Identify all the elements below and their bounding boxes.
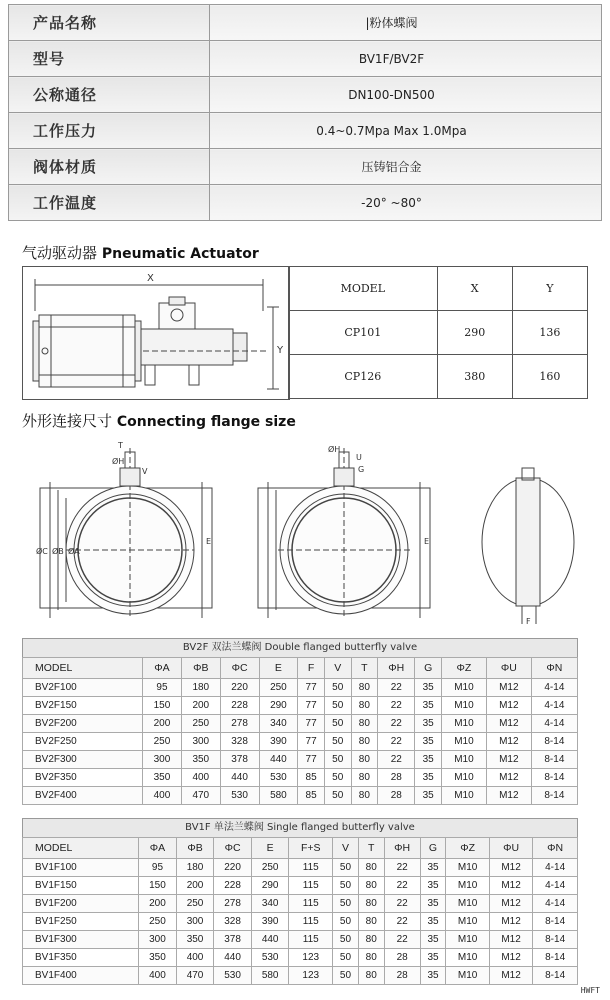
- value-cell: 378: [214, 931, 252, 949]
- value-cell: 28: [378, 787, 415, 805]
- value-cell: 77: [298, 715, 325, 733]
- value-cell: 50: [333, 967, 359, 985]
- actuator-cell: CP126: [289, 355, 438, 399]
- value-cell: 115: [289, 913, 333, 931]
- value-cell: 8-14: [531, 751, 577, 769]
- value-cell: 400: [176, 949, 214, 967]
- value-cell: 300: [143, 751, 182, 769]
- value-cell: 22: [384, 877, 420, 895]
- model-cell: BV1F250: [23, 913, 139, 931]
- value-cell: 220: [220, 679, 259, 697]
- model-cell: BV1F100: [23, 859, 139, 877]
- value-cell: 440: [214, 949, 252, 967]
- value-cell: 50: [324, 679, 351, 697]
- bv1f-header-cell: E: [251, 838, 289, 859]
- value-cell: 290: [259, 697, 298, 715]
- spec-row: [9, 77, 602, 113]
- model-cell: BV2F100: [23, 679, 143, 697]
- bv2f-header-cell: ΦB: [181, 658, 220, 679]
- actuator-drawing: [22, 266, 290, 400]
- value-cell: 440: [259, 751, 298, 769]
- value-cell: 378: [220, 751, 259, 769]
- model-cell: BV1F150: [23, 877, 139, 895]
- value-cell: 350: [143, 769, 182, 787]
- model-cell: BV1F200: [23, 895, 139, 913]
- table-row: [23, 679, 578, 697]
- table-row: [23, 715, 578, 733]
- value-cell: 115: [289, 877, 333, 895]
- spec-value-cell: [210, 185, 602, 221]
- value-cell: 80: [351, 769, 378, 787]
- value-cell: 77: [298, 697, 325, 715]
- value-cell: 80: [358, 949, 384, 967]
- value-cell: 50: [333, 859, 359, 877]
- value-cell: M12: [486, 679, 531, 697]
- spec-value: DN100-DN500: [348, 87, 435, 102]
- value-cell: 80: [351, 679, 378, 697]
- value-cell: M12: [489, 931, 532, 949]
- bv2f-header-cell: ΦN: [531, 658, 577, 679]
- value-cell: 440: [220, 769, 259, 787]
- value-cell: 350: [181, 751, 220, 769]
- value-cell: 580: [251, 967, 289, 985]
- value-cell: 8-14: [533, 913, 578, 931]
- value-cell: 35: [420, 949, 446, 967]
- actuator-model-table: [288, 266, 588, 399]
- model-cell: BV1F300: [23, 931, 139, 949]
- value-cell: M10: [446, 877, 489, 895]
- label-phi-a: ØA: [68, 547, 80, 556]
- value-cell: 200: [139, 895, 177, 913]
- table-row: [23, 949, 578, 967]
- value-cell: 340: [251, 895, 289, 913]
- bv1f-header-cell: ΦZ: [446, 838, 489, 859]
- bv1f-header-cell: T: [358, 838, 384, 859]
- actuator-header-cell: X: [437, 267, 512, 311]
- spec-label: 工作压力: [9, 113, 210, 149]
- bv2f-header-cell: MODEL: [23, 658, 143, 679]
- actuator-row: [289, 355, 588, 399]
- bv1f-header-cell: MODEL: [23, 838, 139, 859]
- table-row: [23, 877, 578, 895]
- value-cell: 50: [333, 877, 359, 895]
- bv2f-header-cell: V: [324, 658, 351, 679]
- value-cell: 35: [415, 697, 442, 715]
- actuator-drawing-svg: [23, 267, 289, 399]
- spec-label: 公称通径: [9, 77, 210, 113]
- spec-label: 产品名称: [9, 5, 210, 41]
- value-cell: 35: [415, 733, 442, 751]
- value-cell: 80: [358, 931, 384, 949]
- value-cell: 35: [415, 787, 442, 805]
- spec-label: 型号: [9, 41, 210, 77]
- model-cell: BV2F350: [23, 769, 143, 787]
- value-cell: 80: [351, 697, 378, 715]
- label-v: V: [142, 467, 148, 476]
- value-cell: 115: [289, 931, 333, 949]
- value-cell: 22: [378, 733, 415, 751]
- value-cell: 180: [181, 679, 220, 697]
- actuator-cell: CP101: [289, 311, 438, 355]
- value-cell: 35: [420, 859, 446, 877]
- value-cell: 150: [143, 697, 182, 715]
- spec-label: 阀体材质: [9, 149, 210, 185]
- value-cell: 8-14: [531, 769, 577, 787]
- spec-value-cell: [210, 5, 602, 41]
- bv1f-table: [22, 837, 578, 985]
- bv2f-table: [22, 657, 578, 805]
- dim-y-label: Y: [277, 345, 284, 356]
- value-cell: M12: [489, 877, 532, 895]
- value-cell: 123: [289, 967, 333, 985]
- flange-section-title: [22, 410, 296, 431]
- label-phi-h-mid: ØH: [328, 445, 341, 454]
- value-cell: 300: [176, 913, 214, 931]
- label-phi-c: ØC: [36, 547, 48, 556]
- value-cell: M12: [486, 715, 531, 733]
- value-cell: 4-14: [533, 877, 578, 895]
- bv2f-header-cell: ΦZ: [441, 658, 486, 679]
- value-cell: 35: [420, 877, 446, 895]
- value-cell: M10: [441, 769, 486, 787]
- value-cell: M10: [441, 715, 486, 733]
- value-cell: 77: [298, 679, 325, 697]
- bv2f-header-cell: ΦA: [143, 658, 182, 679]
- spec-row: [9, 41, 602, 77]
- value-cell: M10: [446, 967, 489, 985]
- value-cell: 200: [176, 877, 214, 895]
- value-cell: 200: [143, 715, 182, 733]
- value-cell: 35: [415, 769, 442, 787]
- value-cell: 328: [214, 913, 252, 931]
- flange-title-en: Connecting flange size: [116, 414, 296, 430]
- bv1f-table-block: [22, 818, 578, 985]
- value-cell: 80: [358, 895, 384, 913]
- value-cell: M10: [446, 931, 489, 949]
- flange-drawings: [22, 438, 588, 628]
- value-cell: 278: [214, 895, 252, 913]
- label-f: F: [526, 617, 531, 626]
- value-cell: 278: [220, 715, 259, 733]
- value-cell: M12: [486, 787, 531, 805]
- actuator-cell: 160: [512, 355, 587, 399]
- bv2f-header-cell: G: [415, 658, 442, 679]
- value-cell: 80: [351, 733, 378, 751]
- value-cell: M10: [441, 787, 486, 805]
- value-cell: 250: [176, 895, 214, 913]
- bv1f-header-cell: F+S: [289, 838, 333, 859]
- bv1f-header-cell: ΦC: [214, 838, 252, 859]
- spec-value-cell: [210, 77, 602, 113]
- value-cell: 50: [333, 895, 359, 913]
- value-cell: 50: [324, 715, 351, 733]
- bv1f-header-cell: V: [333, 838, 359, 859]
- flange-title-cn: 外形连接尺寸: [22, 412, 113, 430]
- spec-value-cell: [210, 41, 602, 77]
- spec-value: BV1F/BV2F: [358, 51, 425, 66]
- value-cell: 22: [378, 697, 415, 715]
- label-e-left: E: [206, 537, 212, 546]
- value-cell: 300: [139, 931, 177, 949]
- model-cell: BV2F400: [23, 787, 143, 805]
- value-cell: 530: [214, 967, 252, 985]
- bv2f-header-cell: F: [298, 658, 325, 679]
- value-cell: 28: [384, 967, 420, 985]
- spec-value-cell: [210, 149, 602, 185]
- actuator-header-cell: MODEL: [289, 267, 438, 311]
- value-cell: 4-14: [531, 715, 577, 733]
- bv1f-header-cell: ΦA: [139, 838, 177, 859]
- value-cell: M10: [446, 913, 489, 931]
- value-cell: 228: [214, 877, 252, 895]
- value-cell: 80: [351, 751, 378, 769]
- value-cell: 350: [176, 931, 214, 949]
- value-cell: 22: [378, 715, 415, 733]
- spec-value: -20° ~80°: [361, 195, 422, 210]
- value-cell: 228: [220, 697, 259, 715]
- value-cell: 80: [351, 787, 378, 805]
- value-cell: 50: [324, 769, 351, 787]
- value-cell: 4-14: [531, 679, 577, 697]
- table-row: [23, 769, 578, 787]
- value-cell: 580: [259, 787, 298, 805]
- table-row: [23, 859, 578, 877]
- bv2f-header-cell: ΦC: [220, 658, 259, 679]
- actuator-section-title: [22, 242, 259, 263]
- bv2f-table-block: [22, 638, 578, 805]
- value-cell: M12: [489, 859, 532, 877]
- value-cell: 8-14: [531, 733, 577, 751]
- actuator-row: [289, 311, 588, 355]
- value-cell: 350: [139, 949, 177, 967]
- spec-table: [8, 4, 602, 221]
- value-cell: 50: [333, 949, 359, 967]
- value-cell: M12: [489, 895, 532, 913]
- value-cell: 8-14: [533, 949, 578, 967]
- actuator-cell: 290: [437, 311, 512, 355]
- value-cell: 22: [384, 913, 420, 931]
- value-cell: 115: [289, 895, 333, 913]
- model-cell: BV2F300: [23, 751, 143, 769]
- spec-row: [9, 5, 602, 41]
- value-cell: M12: [486, 769, 531, 787]
- actuator-title-cn: 气动驱动器: [22, 244, 98, 262]
- value-cell: 85: [298, 769, 325, 787]
- value-cell: 200: [181, 697, 220, 715]
- value-cell: 115: [289, 859, 333, 877]
- label-phi-b: ØB: [52, 547, 64, 556]
- value-cell: 28: [384, 949, 420, 967]
- value-cell: 80: [351, 715, 378, 733]
- value-cell: 35: [420, 931, 446, 949]
- value-cell: 50: [333, 931, 359, 949]
- spec-row: [9, 185, 602, 221]
- label-t: T: [118, 441, 123, 450]
- label-phi-h-left: ØH: [112, 457, 125, 466]
- value-cell: 4-14: [533, 895, 578, 913]
- value-cell: 400: [143, 787, 182, 805]
- value-cell: 80: [358, 877, 384, 895]
- value-cell: 22: [384, 931, 420, 949]
- value-cell: 77: [298, 751, 325, 769]
- value-cell: 530: [220, 787, 259, 805]
- value-cell: 85: [298, 787, 325, 805]
- value-cell: M12: [489, 913, 532, 931]
- value-cell: 50: [324, 751, 351, 769]
- value-cell: 4-14: [533, 859, 578, 877]
- bv2f-caption: BV2F 双法兰蝶阀 Double flanged butterfly valve: [22, 638, 578, 657]
- model-cell: BV2F200: [23, 715, 143, 733]
- value-cell: 80: [358, 967, 384, 985]
- value-cell: M12: [486, 751, 531, 769]
- dim-x-label: X: [147, 273, 154, 284]
- bv2f-header-cell: E: [259, 658, 298, 679]
- value-cell: 390: [251, 913, 289, 931]
- flange-drawings-svg: [22, 438, 588, 628]
- watermark: HWFT: [580, 986, 600, 995]
- bv1f-caption: BV1F 单法兰蝶阀 Single flanged butterfly valve: [22, 818, 578, 837]
- spec-value: 0.4~0.7Mpa Max 1.0Mpa: [316, 123, 467, 138]
- value-cell: 400: [181, 769, 220, 787]
- value-cell: 80: [358, 859, 384, 877]
- value-cell: M10: [441, 679, 486, 697]
- actuator-cell: 136: [512, 311, 587, 355]
- label-e-mid: E: [424, 537, 430, 546]
- value-cell: 50: [324, 787, 351, 805]
- value-cell: 95: [143, 679, 182, 697]
- value-cell: 250: [139, 913, 177, 931]
- value-cell: 50: [333, 913, 359, 931]
- value-cell: M12: [489, 949, 532, 967]
- value-cell: M12: [486, 733, 531, 751]
- value-cell: 470: [176, 967, 214, 985]
- spec-row: [9, 113, 602, 149]
- value-cell: 390: [259, 733, 298, 751]
- value-cell: 400: [139, 967, 177, 985]
- bv2f-header-row: [23, 658, 578, 679]
- value-cell: 440: [251, 931, 289, 949]
- value-cell: 530: [259, 769, 298, 787]
- value-cell: M12: [486, 697, 531, 715]
- actuator-title-en: Pneumatic Actuator: [101, 246, 259, 262]
- actuator-header-row: [289, 267, 588, 311]
- bv1f-header-cell: ΦB: [176, 838, 214, 859]
- value-cell: 328: [220, 733, 259, 751]
- value-cell: 300: [181, 733, 220, 751]
- bv2f-header-cell: T: [351, 658, 378, 679]
- value-cell: 150: [139, 877, 177, 895]
- bv1f-header-row: [23, 838, 578, 859]
- value-cell: 22: [378, 751, 415, 769]
- table-row: [23, 787, 578, 805]
- bv2f-header-cell: ΦH: [378, 658, 415, 679]
- value-cell: 4-14: [531, 697, 577, 715]
- value-cell: M10: [441, 697, 486, 715]
- model-cell: BV1F400: [23, 967, 139, 985]
- value-cell: 250: [181, 715, 220, 733]
- value-cell: M10: [446, 949, 489, 967]
- value-cell: 8-14: [531, 787, 577, 805]
- value-cell: 250: [251, 859, 289, 877]
- spec-row: [9, 149, 602, 185]
- value-cell: 8-14: [533, 967, 578, 985]
- value-cell: 80: [358, 913, 384, 931]
- value-cell: 35: [420, 913, 446, 931]
- spec-label: 工作温度: [9, 185, 210, 221]
- bv2f-header-cell: ΦU: [486, 658, 531, 679]
- table-row: [23, 733, 578, 751]
- value-cell: 22: [384, 895, 420, 913]
- bv1f-header-cell: ΦU: [489, 838, 532, 859]
- table-row: [23, 913, 578, 931]
- actuator-cell: 380: [437, 355, 512, 399]
- value-cell: 8-14: [533, 931, 578, 949]
- actuator-header-cell: Y: [512, 267, 587, 311]
- value-cell: 35: [420, 967, 446, 985]
- value-cell: 530: [251, 949, 289, 967]
- value-cell: 95: [139, 859, 177, 877]
- value-cell: 35: [415, 715, 442, 733]
- model-cell: BV2F150: [23, 697, 143, 715]
- table-row: [23, 895, 578, 913]
- value-cell: 35: [420, 895, 446, 913]
- spec-value: 压铸铝合金: [361, 160, 422, 174]
- value-cell: 28: [378, 769, 415, 787]
- value-cell: 340: [259, 715, 298, 733]
- value-cell: 35: [415, 679, 442, 697]
- value-cell: 220: [214, 859, 252, 877]
- table-row: [23, 751, 578, 769]
- spec-value: |粉体蝶阀: [365, 16, 418, 30]
- value-cell: 250: [259, 679, 298, 697]
- model-cell: BV2F250: [23, 733, 143, 751]
- value-cell: M12: [489, 967, 532, 985]
- value-cell: 123: [289, 949, 333, 967]
- label-u: U: [356, 453, 362, 462]
- table-row: [23, 697, 578, 715]
- bv1f-header-cell: ΦH: [384, 838, 420, 859]
- value-cell: 77: [298, 733, 325, 751]
- table-row: [23, 967, 578, 985]
- value-cell: 470: [181, 787, 220, 805]
- bv1f-header-cell: ΦN: [533, 838, 578, 859]
- value-cell: 50: [324, 697, 351, 715]
- table-row: [23, 931, 578, 949]
- value-cell: 50: [324, 733, 351, 751]
- label-g: G: [358, 465, 365, 474]
- value-cell: M10: [446, 859, 489, 877]
- value-cell: 35: [415, 751, 442, 769]
- model-cell: BV1F350: [23, 949, 139, 967]
- value-cell: 180: [176, 859, 214, 877]
- spec-value-cell: [210, 113, 602, 149]
- value-cell: M10: [446, 895, 489, 913]
- bv1f-header-cell: G: [420, 838, 446, 859]
- value-cell: M10: [441, 733, 486, 751]
- value-cell: 22: [384, 859, 420, 877]
- value-cell: 250: [143, 733, 182, 751]
- value-cell: 290: [251, 877, 289, 895]
- value-cell: 22: [378, 679, 415, 697]
- value-cell: M10: [441, 751, 486, 769]
